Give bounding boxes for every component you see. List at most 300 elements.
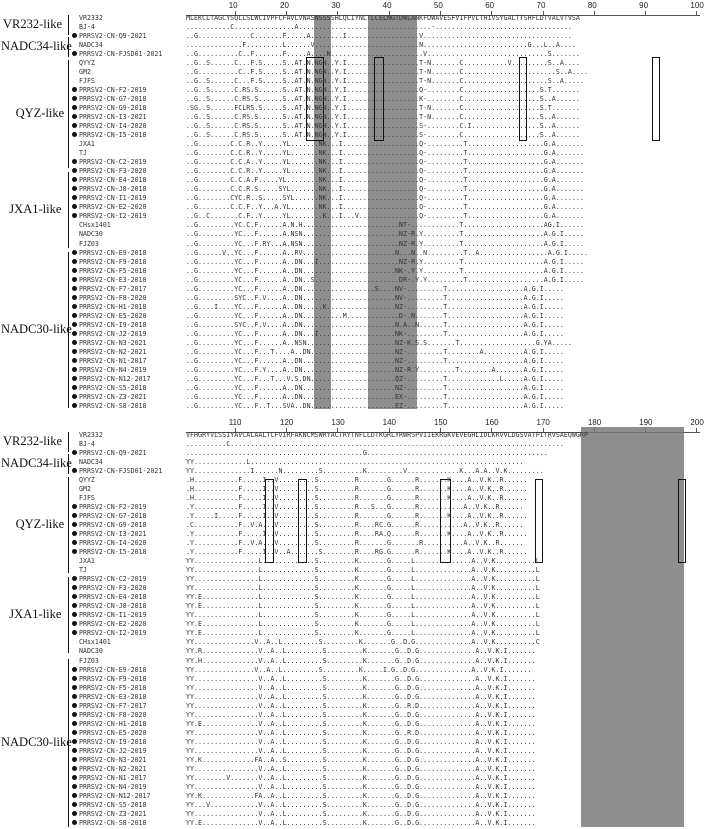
ruler-tick-label: 60 (485, 1, 495, 10)
strain-name (72, 503, 147, 512)
sequence-row: ..G..S......C...F.S.....S..AT.N.NGN..Y.I..................T-N.......C...........V.........S..A.... (186, 59, 580, 68)
strain-label: PRRSV2-CN-E3-2018 (79, 692, 147, 701)
sequence-row: YY................V..A..L.........S.........K.......G..D.G..............A..V.K.I....... (186, 809, 536, 818)
study-strain-dot (72, 802, 77, 807)
strain-label: TJ (79, 566, 87, 575)
study-strain-dot (72, 667, 77, 672)
sequence-row: YY.R..............V..A..L.........S.........K.......G..D.G..............A..V.K.I....... (186, 647, 536, 656)
strain-label: PRRSV2-CN-H1-2018 (79, 719, 147, 728)
sequence-row: VFHGRYVLSSIYAVCALAALTCFVIRFAKNCMSWRYACTRYTNFLLDTKGRLYRWRSPVIIEKRGKVEVEGHLIDLKRVVLDGSVATPITRVSAEQWGRP (186, 431, 588, 439)
group-bracket (68, 432, 69, 452)
ruler-tick-label: 90 (639, 1, 649, 10)
ruler-tick-label: 190 (639, 418, 653, 427)
strain-name (72, 792, 150, 801)
strain-label: PRRSV2-CN-F5-2018 (79, 683, 147, 692)
study-strain-dot (72, 703, 77, 708)
strain-label: PRRSV2-CN-N2-2021 (79, 764, 147, 773)
sequence-row: ..G........C.C.A..Y.....YL.......NK...I...................Q-.........T...................G.A....... (186, 158, 584, 167)
study-strain-dot (72, 721, 77, 726)
study-strain-dot (72, 766, 77, 771)
strain-name (72, 512, 147, 521)
strain-name (72, 366, 147, 375)
sequence-row: ..G..S......C...F.S.....S..AT.N.NGN..Y.I..................T-N.......C.....................S..A..... (186, 77, 584, 86)
strain-label: PRRSV2-CN-N12-2017 (79, 374, 151, 383)
strain-label: PRRSV2-CN-N2-2021 (79, 347, 147, 356)
study-strain-dot (72, 576, 77, 581)
strain-name (72, 801, 147, 810)
study-strain-dot (72, 594, 77, 599)
sequence-row: ..G.............C.......F.....A........I..................V..................................... (186, 32, 572, 41)
strain-label: NADC34 (79, 41, 103, 50)
strain-name (72, 657, 99, 666)
ruler-tick-label: 130 (331, 418, 345, 427)
group-bracket (68, 454, 69, 474)
strain-name (72, 375, 150, 384)
strain-label: PRRSV2-CN-I9-2018 (79, 320, 147, 329)
strain-label: JXA1 (79, 140, 95, 149)
sequence-row: YY.K.............FA..A..L.........S.........K.......G..D.G..............A..V.K.I....... (186, 791, 536, 800)
strain-name (72, 14, 103, 23)
strain-label: PRRSV2-CN-E5-2020 (79, 728, 147, 737)
strain-name (72, 431, 103, 440)
study-strain-dot (72, 168, 77, 173)
study-strain-dot (72, 195, 77, 200)
study-strain-dot (72, 277, 77, 282)
strain-label: PRRSV2-CN-N3-2021 (79, 338, 147, 347)
strain-name (72, 185, 147, 194)
strain-label: PRRSV2-CN-I4-2020 (79, 122, 147, 131)
conserved-region (581, 427, 684, 827)
sequence-row: YY.E..............L.............S.........K.......G.....L..............A..V.K..........L (186, 593, 540, 602)
strain-label: FJZ03 (79, 239, 99, 248)
study-strain-dot (72, 159, 77, 164)
sequence-row: ..G......V..YC...F......A..RV.......................N...N..N.........T..A.................A.G.I..... (186, 248, 588, 257)
strain-label: PRRSV2-CN-I2-2019 (79, 629, 147, 638)
group-bracket (68, 577, 69, 653)
strain-name (72, 86, 147, 95)
sequence-row: ..G....I....YC...F......A..DN.....K.................NZ-.........T...................A.G.I..... (186, 302, 564, 311)
strain-label: VR2332 (79, 14, 103, 22)
sequence-row: YY.E..............V..A..L.........S.........K.......G..D.G..............A..V.K.I....... (186, 818, 536, 827)
group-label: JXA1-like (9, 607, 62, 621)
sequence-row: ..G..S......C.RS.S......S..AT.N.NGN..Y.I..................K-........C...................S..A...... (186, 95, 580, 104)
strain-name (72, 440, 95, 449)
sequence-row: YY................L.............S.........K.......G.....L..............A..V.K..........L (186, 566, 540, 575)
ruler-tick-label: 50 (433, 1, 443, 10)
study-strain-dot (72, 513, 77, 518)
strain-name (72, 167, 147, 176)
strain-label: PRRSV2-CN-E3-2018 (79, 275, 147, 284)
study-strain-dot (72, 748, 77, 753)
strain-name (72, 41, 103, 50)
study-strain-dot (72, 820, 77, 825)
study-strain-dot (72, 621, 77, 626)
strain-name (72, 267, 147, 276)
strain-name (72, 566, 87, 575)
sequence-row: ..G.........YC...F......A..DN.......................NZ-.........T...................A.G.I..... (186, 356, 564, 365)
sequence-row: ..G.........YC...F......A..NSN......................NZ-K.S.S.......T...................G.YA..... (186, 338, 572, 347)
sequence-row: .Y...........F..V.A...V.........S.........R.......G.......R..........A..V.K..R...... (186, 539, 524, 548)
study-strain-dot (72, 105, 77, 110)
strain-label: PRRSV2-CN-I1-2019 (79, 611, 147, 620)
strain-label: PRRSV2-CN-Q9-2021 (79, 449, 147, 458)
group-label: NADC30-like (1, 735, 72, 749)
strain-name (72, 702, 147, 711)
sequence-row: YY................V..A..L.........S.........K.......G..R.D..............A..V.K.I....... (186, 701, 536, 710)
ruler-tick-label: 180 (587, 418, 602, 427)
strain-label: PRRSV2-CN-FJSD01-2021 (79, 50, 163, 59)
strain-name (72, 629, 147, 638)
strain-label: PRRSV2-CN-G9-2018 (79, 104, 147, 113)
highlight-box (535, 479, 543, 563)
group-label: NADC30-like (1, 322, 72, 336)
study-strain-dot (72, 676, 77, 681)
group-label: NADC34-like (1, 456, 72, 470)
study-strain-dot (72, 250, 77, 255)
strain-label: BJ-4 (79, 440, 95, 449)
strain-name (72, 221, 111, 230)
strain-name (72, 240, 99, 249)
study-strain-dot (72, 340, 77, 345)
study-strain-dot (72, 313, 77, 318)
strain-label: PRRSV2-CN-F5-2018 (79, 266, 147, 275)
study-strain-dot (72, 259, 77, 264)
strain-name (72, 765, 147, 774)
sequence-row: YY........V.......V..A..L.........S.........K.......G..D.G..............A..V.K.I....... (186, 773, 536, 782)
group-label: QYZ-like (15, 517, 65, 531)
sequence-row: YY................V..A..L.........S.........K.......G..D.G..............A..V.K.I....... (186, 737, 536, 746)
strain-name (72, 23, 95, 32)
strain-label: PRRSV2-CN-C2-2019 (79, 158, 147, 167)
sequence-row: .Y.....I.....F.....I..V.........S.........R.......G......R.......K....A..V.K..R...... (186, 512, 528, 521)
sequence-row: ..G.........YC...F......A.NSN........................NZ-R.Y.........T....................A.G.I..... (186, 230, 584, 239)
strain-name (72, 321, 147, 330)
strain-name (72, 176, 147, 185)
sequence-row: .H...........F.....I..V.........S.........R.......G......R.......K....A..V.K..R...... (186, 476, 528, 485)
study-strain-dot (72, 403, 77, 408)
ruler-tick-label: 30 (331, 1, 341, 10)
strain-label: PRRSV2-CN-F3-2020 (79, 584, 147, 593)
sequence-row: YY................L.............S.........K.......G.....L..............A..V.K..........L (186, 584, 540, 593)
strain-label: FJFS (79, 77, 95, 86)
strain-name (72, 747, 147, 756)
strain-label: PRRSV2-CN-F8-2020 (79, 710, 147, 719)
ruler-tick-label: 100 (690, 1, 704, 10)
highlight-box (652, 57, 660, 141)
ruler-tick-label: 20 (280, 1, 289, 10)
strain-label: PRRSV2-CN-E2-2020 (79, 620, 147, 629)
strain-name (72, 602, 147, 611)
strain-name (72, 485, 91, 494)
strain-label: PRRSV2-CN-I4-2020 (79, 539, 147, 548)
strain-name (72, 149, 87, 158)
strain-name (72, 539, 147, 548)
strain-name (72, 647, 103, 656)
ruler-tick-label: 170 (536, 418, 550, 427)
sequence-row: YY................V..A..L.........S.........K.......G..D.G..............A..V.K.I....... (186, 764, 536, 773)
strain-label: PRRSV2-CN-I3-2021 (79, 113, 147, 122)
study-strain-dot (72, 367, 77, 372)
sequence-row: .H...........F.....I..V.........S.........R.......G......R.......K....A..V.K..R...... (186, 494, 528, 503)
strain-name (72, 393, 147, 402)
sequence-row: YY...............V..A..L.........S.........K.....I.G..D.G..............A..V.K.I....... (186, 665, 532, 674)
strain-name (72, 104, 147, 113)
study-strain-dot (72, 739, 77, 744)
strain-name (72, 212, 147, 221)
ruler-tick-label: 70 (536, 1, 546, 10)
sequence-row: ..........C................................................................................... (186, 440, 564, 449)
strain-name (72, 32, 147, 41)
study-strain-dot (72, 204, 77, 209)
sequence-row: YY.E..............L.............S.........K.......G.....L..............A..V.K..........L (186, 629, 540, 638)
strain-label: PRRSV2-CN-I3-2021 (79, 530, 147, 539)
ruler-tick-label: 160 (485, 418, 499, 427)
sequence-row: YY.E..............L.............S.........K.......G.....L..............A..V.K..........L (186, 602, 540, 611)
strain-label: PRRSV2-CN-E2-2020 (79, 203, 147, 212)
strain-name (72, 357, 147, 366)
sequence-row: ..G..S......C.RS.S......S..AT.N.NGN..Y.I..................S-........C...................S..A...... (186, 131, 580, 140)
strain-label: PRRSV2-CN-N4-2019 (79, 365, 147, 374)
strain-name (72, 330, 147, 339)
strain-name (72, 575, 147, 584)
strain-name (72, 810, 147, 819)
sequence-row: ..G.........YC...F...T...V.S.DN.....................QZ-.........T.............L.....A.G.I..... (186, 374, 564, 383)
strain-label: PRRSV2-CN-F8-2020 (79, 293, 147, 302)
strain-name (72, 158, 147, 167)
group-bracket (68, 15, 69, 35)
sequence-row: .H...........F.....I..V.........S.........R.......G......R.......K....A..V.K..R...... (186, 485, 528, 494)
study-strain-dot (72, 450, 77, 455)
study-strain-dot (72, 268, 77, 273)
strain-name (72, 384, 147, 393)
sequence-row: YY.............L.................................................................... (186, 458, 524, 467)
ruler-tick-mark (645, 11, 646, 15)
strain-name (72, 458, 103, 467)
strain-name (72, 711, 147, 720)
strain-name (72, 258, 147, 267)
ruler-tick-label: 120 (280, 418, 294, 427)
strain-name (72, 593, 147, 602)
strain-label: PRRSV2-CN-I5-2018 (79, 548, 147, 557)
strain-label: CHsx1401 (79, 638, 111, 647)
study-strain-dot (72, 694, 77, 699)
study-strain-dot (72, 784, 77, 789)
strain-label: VR2332 (79, 431, 103, 439)
strain-name (72, 774, 147, 783)
study-strain-dot (72, 757, 77, 762)
strain-label: PRRSV2-CN-N3-2021 (79, 755, 147, 764)
study-strain-dot (72, 385, 77, 390)
study-strain-dot (72, 811, 77, 816)
strain-label: PRRSV2-CN-F7-2017 (79, 701, 147, 710)
study-strain-dot (72, 358, 77, 363)
sequence-row: ..G.........YC...F.Y....A..DN.......................NZ-R.Y.........T........A.......A.G.I..... (186, 365, 564, 374)
study-strain-dot (72, 730, 77, 735)
strain-name (72, 276, 147, 285)
sequence-row: ..G.........YC...F..T...SVA..DN.....................EZ-.........T...................A.G.I..... (186, 401, 564, 410)
study-strain-dot (72, 295, 77, 300)
strain-label: NADC30 (79, 647, 103, 656)
sequence-row: ..G........C.C.R.S.....SYL.......NK...I...................Q-.........T...................G.A....... (186, 185, 584, 194)
strain-name (72, 230, 103, 239)
strain-label: PRRSV2-CN-F9-2018 (79, 257, 147, 266)
sequence-row: ..G........C.C.F..Y...A.YL.......NK...I...................Q-.........T...................G.A....... (186, 203, 584, 212)
group-bracket (68, 252, 69, 408)
strain-name (72, 666, 147, 675)
strain-label: PRRSV2-CN-S5-2018 (79, 800, 147, 809)
ruler-tick-label: 150 (433, 418, 448, 427)
study-strain-dot (72, 712, 77, 717)
study-strain-dot (72, 376, 77, 381)
ruler-tick-label: 40 (382, 1, 392, 10)
sequence-row: YY...V............V..A..L.........S.........K.......G..D.G..............A..V.K.I....... (186, 800, 536, 809)
sequence-row: ..G..C.......C.F..Y.....YL........K...I...V...............Q-.........T...................G.A....... (186, 212, 584, 221)
strain-name (72, 50, 162, 59)
strain-label: PRRSV2-CN-I5-2018 (79, 131, 147, 140)
ruler-tick-label: 80 (587, 1, 597, 10)
strain-name (72, 584, 147, 593)
study-strain-dot (72, 394, 77, 399)
group-bracket (68, 172, 69, 248)
strain-name (72, 756, 147, 765)
sequence-row: ..G.........YC...F...T....A..DN.....................NZ-.........T........A..........A.G.I..... (186, 347, 564, 356)
strain-name (72, 675, 147, 684)
strain-name (72, 68, 91, 77)
strain-label: NADC30 (79, 230, 103, 239)
ruler-tick-label: 110 (228, 418, 242, 427)
sequence-row: .Y...........F.....I..V..A.......S........R....RG.G......R.......K....A..V.K..R...... (186, 548, 528, 557)
strain-label: PRRSV2-CN-S5-2018 (79, 383, 147, 392)
ruler-tick-mark (696, 428, 697, 432)
sequence-row: ..G.........YC...F......A..DN.......................EX-.........T...................A.G.I..... (186, 392, 564, 401)
strain-name (72, 783, 147, 792)
study-strain-dot (72, 186, 77, 191)
strain-name (72, 521, 147, 530)
strain-label: PRRSV2-CN-E5-2020 (79, 311, 147, 320)
strain-label: PRRSV2-CN-H1-2018 (79, 302, 147, 311)
group-bracket (68, 477, 69, 573)
sequence-row: ..G.........YC...F.RY...A.NSN........................NZ-R.Y.........T....................A.G.I..... (186, 239, 584, 248)
strain-label: NADC34 (79, 458, 103, 467)
sequence-row: ..G..........C..F.......F.....A....N.......................V..............................S....... (186, 50, 580, 59)
strain-label: PRRSV2-CN-Z3-2021 (79, 809, 147, 818)
strain-name (72, 467, 162, 476)
sequence-row: .SG..S......FCLRS.S.....S..AT.N.NGN..Y.I..................T-N.......C...................S.T....... (186, 104, 580, 113)
strain-name (72, 294, 147, 303)
sequence-row: ..G........C.C.R..Y.....YL.......NK...I...................Q-.........T...................G.A....... (186, 149, 584, 158)
strain-name (72, 122, 147, 131)
study-strain-dot (72, 213, 77, 218)
strain-name (72, 312, 147, 321)
sequence-row: YY................V..A..L.........S.........K.......G..R.D..............A..V.K.I....... (186, 728, 536, 737)
study-strain-dot (72, 630, 77, 635)
strain-name (72, 530, 147, 539)
highlight-box (678, 479, 686, 563)
sequence-row: ..G.........YC...F......A..DN.......................NZ-.........T...................A.G.I..... (186, 383, 564, 392)
strain-name (72, 620, 147, 629)
ruler-tick-label: 140 (382, 418, 396, 427)
sequence-row: ..G........C.C.R..Y.....YL.......NK...I...................Q-.........T...................G.A....... (186, 140, 584, 149)
strain-name (72, 203, 147, 212)
strain-label: PRRSV2-CN-S8-2018 (79, 401, 147, 410)
study-strain-dot (72, 793, 77, 798)
study-strain-dot (72, 331, 77, 336)
group-label: VR232-like (3, 17, 63, 31)
strain-name (72, 194, 147, 203)
study-strain-dot (72, 585, 77, 590)
strain-label: FJZ03 (79, 656, 99, 665)
strain-name (72, 77, 95, 86)
sequence-row: YY................V..A..L.........S.........K.......G..D.G..............A..V.K.I....... (186, 746, 536, 755)
sequence-row: ..G..S......C.RS.S......S..AT.N.NGN..Y.I..................S-........C.I.................S..A...... (186, 122, 580, 131)
strain-name (72, 720, 147, 729)
strain-label: PRRSV2-CN-G9-2018 (79, 521, 147, 530)
study-strain-dot (72, 322, 77, 327)
strain-label: PRRSV2-CN-I9-2018 (79, 737, 147, 746)
sequence-row: ............................................G............................................. (186, 449, 548, 458)
strain-name (72, 684, 147, 693)
strain-label: PRRSV2-CN-I2-2019 (79, 212, 147, 221)
strain-name (72, 819, 147, 828)
strain-name (72, 113, 147, 122)
study-strain-dot (72, 685, 77, 690)
sequence-row: MLEKCLTAGCYSQLLSLWCIVPFCFAVLVNASNSSSSHLQLIYNLTLCELNGTDWLANKFDWAVESFVIFPVLTHIVSYGALTTSHFLDTVALVTVSA (186, 14, 580, 22)
sequence-row: YY................L.............S.........K.......G.....L..............A..V.K..........L (186, 575, 540, 584)
strain-name (72, 638, 111, 647)
study-strain-dot (72, 603, 77, 608)
strain-label: CHsx1401 (79, 221, 111, 230)
study-strain-dot (72, 87, 77, 92)
study-strain-dot (72, 123, 77, 128)
strain-name (72, 738, 147, 747)
sequence-row: YY................V..A..L.........S.........K.......G..D.G..............A..V.K.I....... (186, 692, 536, 701)
strain-label: PRRSV2-CN-FJSD01-2021 (79, 467, 163, 476)
strain-label: PRRSV2-CN-E4-2018 (79, 593, 147, 602)
sequence-row: .Y...........F.....I..V.........S.........R....RA.Q......R.......K....A..V.K..R...... (186, 530, 528, 539)
strain-label: PRRSV2-CN-G7-2018 (79, 512, 147, 521)
strain-label: PRRSV2-CN-J2-2019 (79, 746, 147, 755)
sequence-row: ..G.........SYC..F.V....A..DN.......................NV-.........T...................A.G.I..... (186, 293, 564, 302)
alignment-panel-2 (0, 417, 704, 829)
strain-label: PRRSV2-CN-F9-2018 (79, 674, 147, 683)
strain-label: PRRSV2-CN-J2-2019 (79, 329, 147, 338)
strain-label: PRRSV2-CN-Z3-2021 (79, 392, 147, 401)
sequence-row: YY.E..............L.............S.........K.......G.....L..............A..V.K..........L (186, 620, 540, 629)
study-strain-dot (72, 114, 77, 119)
strain-name (72, 449, 147, 458)
sequence-row: ..............F.........L......V..........................N..........................G...L..A.... (186, 41, 576, 50)
strain-name (72, 494, 95, 503)
strain-label: GM2 (79, 68, 91, 77)
strain-label: PRRSV2-CN-J8-2018 (79, 602, 147, 611)
study-strain-dot (72, 468, 77, 473)
strain-label: PRRSV2-CN-E4-2018 (79, 176, 147, 185)
study-strain-dot (72, 33, 77, 38)
sequence-row: ..G........CYC.R..S.....SYL......NK...I...................Q-.........T...................G.A....... (186, 194, 584, 203)
sequence-row: ..G.........YC...F......A..DN.......................NK-.Y.Y.........T....................A.G.I..... (186, 266, 584, 275)
sequence-row: YY................V..A..L.........S.........K.......G..D.G..............A..V.K.I....... (186, 683, 536, 692)
sequence-row: ...........C...............A.................................-.................................. (186, 23, 572, 32)
ruler-tick-label: 200 (690, 418, 704, 427)
strain-name (72, 140, 95, 149)
study-strain-dot (72, 96, 77, 101)
strain-label: PRRSV2-CN-F2-2019 (79, 503, 147, 512)
strain-label: PRRSV2-CN-E9-2018 (79, 248, 147, 257)
group-label: NADC34-like (1, 39, 72, 53)
sequence-row: YY..............I......N.........S..........K.........V.............K...A.A..V.K......... (186, 467, 544, 476)
strain-label: GM2 (79, 485, 91, 494)
strain-name (72, 402, 147, 411)
